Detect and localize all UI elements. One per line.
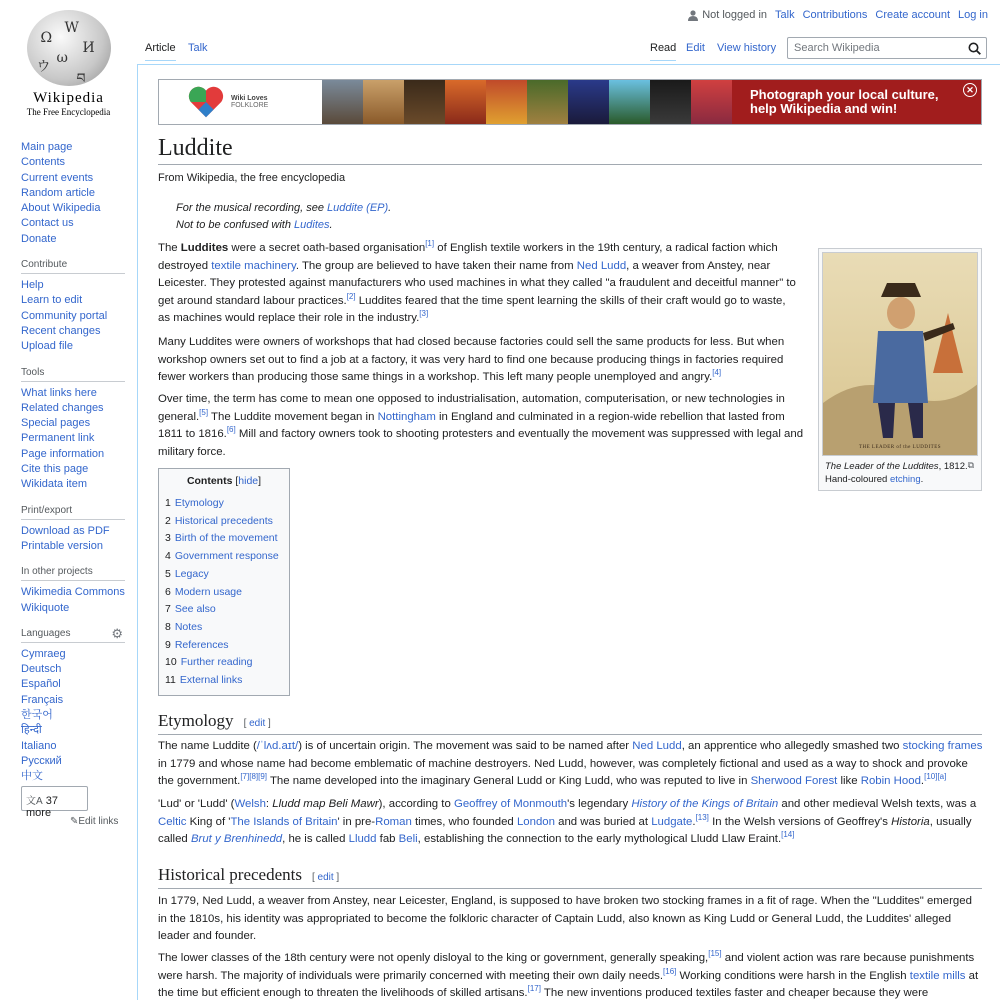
heading-text: Historical precedents <box>158 865 302 884</box>
intro-paragraph-1: The Luddites were a secret oath-based organisation[1] of English textile workers in the 19th century, a radical faction which destroyed textile machinery. The group are believed to have taken their name from Ned Ludd, a weaver from Anstey, near Leicester. They protested against manufacturers who used machines in what they called "a fraudulent and deceitful manner" to get around standard labour practices.[2] Luddites feared that the time spent learning the skills of their craft would go to waste, as machines would replace their role in the industry.[3] <box>158 239 796 324</box>
more-languages-label: 37 more <box>26 795 58 819</box>
print-portal <box>21 505 137 555</box>
ipa-link[interactable]: /ˈlʌd.aɪt/ <box>256 740 299 752</box>
historical-paragraph-1: In 1779, Ned Ludd, a weaver from Anstey, near Leicester, England, is supposed to have broken two stocking frames in a fit of rage. When the "Luddites" emerged in the 1810s, his identity was appropriated to become the folkloric character of Captain Ludd, also known as King Ludd or General Ludd, the Luddites' alleged leader and founder. <box>158 895 972 942</box>
welsh-link[interactable]: Welsh <box>234 798 266 810</box>
close-icon[interactable]: ✕ <box>963 83 977 97</box>
sidebar-item-wikiquote[interactable]: Wikiquote <box>21 601 70 614</box>
pencil-icon: ✎ <box>70 816 79 827</box>
contribute-heading: Contribute <box>21 259 125 274</box>
toc-item[interactable] <box>165 637 283 655</box>
etymology-paragraph-1: The name Luddite (/ˈlʌd.aɪt/) is of uncertain origin. The movement was said to be named after Ned Ludd, an apprentice who allegedly smashed two stocking frames in 1779 and whose name had become emblematic of machine destroyers. Ned Ludd, however, was completely fictional and used as a way to shock and provoke the government.[7][8][9] The name developed into the imaginary General Ludd or King Ludd, who was reputed to live in Sherwood Forest like Robin Hood.[10][a] <box>158 740 983 787</box>
heart-puzzle-icon <box>187 83 225 121</box>
etymology-paragraph-2: 'Lud' or 'Ludd' (Welsh: Lludd map Beli Mawr), according to Geoffrey of Monmouth's legendary History of the Kings of Britain and other medieval Welsh texts, was a Celtic King of 'The Islands of Britain' in pre-Roman times, who founded London and was buried at Ludgate.[13] In the Welsh versions of Geoffrey's Historia, usually called Brut y Brenhinedd, he is called Lludd fab Beli, establishing the connection to the early mythological Lludd Llaw Eraint.[14] <box>158 798 977 845</box>
folklore-photo-strip <box>322 80 732 124</box>
ref-3[interactable]: [3] <box>419 309 429 319</box>
etymology-heading: Etymology [ edit ] <box>158 711 982 735</box>
sidebar-item-current-events[interactable]: Current events <box>21 171 94 184</box>
london-link[interactable]: London <box>516 815 555 828</box>
table-of-contents: Contents [hide] 1 Etymology 2 Historical precedents 3 Birth of the movement 4 Government response 5 Legacy 6 Modern usage 7 See also 8 Notes 9 References 10 Further reading 11 External links <box>158 468 290 696</box>
banner-cta-line1: Photograph your local culture, <box>750 87 939 102</box>
toc-link[interactable]: Historical precedents <box>174 514 273 527</box>
hatnote-text: . <box>388 202 392 214</box>
projects-heading: In other projects <box>21 566 125 581</box>
ref-14[interactable]: [14] <box>781 830 795 840</box>
ned-ludd-link-2[interactable]: Ned Ludd <box>632 740 682 752</box>
historical-paragraph-2: The lower classes of the 18th century were not openly disloyal to the king or government, generally speaking,[15] and violent action was rare because punishments were harsh. The majority of individuals were primarily concerned with meeting their own daily needs.[16] Working conditions were harsh in the English textile mills at the time but efficient enough to threaten the livelihoods of skilled artisans.[17] The new inventions produced textiles faster and cheaper because they were <box>158 949 979 999</box>
logo-tagline: The Free Encyclopedia <box>26 107 111 117</box>
sidebar-item-wikidata-item[interactable]: Wikidata item <box>21 478 88 491</box>
sidebar-item-community-portal[interactable]: Community portal <box>21 309 108 322</box>
robin-hood-link[interactable]: Robin Hood <box>860 775 921 787</box>
lang-cymraeg[interactable]: Cymraeg <box>21 647 66 660</box>
lang-espanol[interactable]: Español <box>21 678 61 691</box>
sidebar-item-main-page[interactable]: Main page <box>21 141 73 153</box>
brut-link[interactable]: Brut y Brenhinedd <box>190 833 283 845</box>
intro-paragraph-3: Over time, the term has come to mean one opposed to industrialisation, automation, computerisation, or new technologies in general.[5] The Luddite movement began in Nottingham in England and culminated in a region-wide rebellion that lasted from 1811 to 1816.[6] Mill and factory owners took to shooting protesters and eventually the movement was suppressed with legal and military force. <box>158 393 804 458</box>
user-talk-link[interactable]: Talk <box>775 9 795 21</box>
toc-number: 1 <box>165 497 171 509</box>
stocking-frames-link[interactable]: stocking frames <box>902 740 983 752</box>
toc-link[interactable]: External links <box>179 674 243 687</box>
contributions-link[interactable]: Contributions <box>802 9 868 21</box>
create-account-link[interactable]: Create account <box>875 9 951 21</box>
tab-article[interactable]: Article <box>145 42 176 61</box>
lang-korean[interactable]: 한국어 <box>21 709 53 722</box>
textile-machinery-link[interactable]: textile machinery <box>211 259 296 272</box>
ref-2[interactable]: [2] <box>346 291 356 301</box>
toc-number: 7 <box>165 603 171 616</box>
print-heading: Print/export <box>21 505 125 520</box>
toc-item[interactable] <box>165 530 283 548</box>
sidebar-item-permanent-link[interactable]: Permanent link <box>21 432 95 445</box>
celtic-link[interactable]: Celtic <box>158 815 187 828</box>
ned-ludd-link[interactable]: Ned Ludd <box>576 259 627 272</box>
luddite-ep-link[interactable]: Luddite (EP) <box>327 202 389 214</box>
toc-item[interactable] <box>165 548 283 566</box>
tab-read[interactable]: Read <box>650 42 676 61</box>
hatnote-text: For the musical recording, see <box>176 202 328 214</box>
toc-item[interactable] <box>165 654 283 672</box>
toc-link[interactable]: Notes <box>174 620 203 633</box>
languages-portal <box>21 625 137 785</box>
toc-item[interactable] <box>165 601 283 619</box>
toc-number: 5 <box>165 567 171 580</box>
heading-text: Etymology <box>158 711 234 730</box>
sidebar-item-learn-to-edit[interactable]: Learn to edit <box>21 294 83 307</box>
islands-of-britain-link[interactable]: The Islands of Britain <box>230 815 338 828</box>
more-languages-button[interactable] <box>21 786 88 819</box>
sidebar-item-recent-changes[interactable]: Recent changes <box>21 324 101 337</box>
leader-of-luddites-image[interactable] <box>822 252 978 456</box>
toc-number: 4 <box>165 550 171 563</box>
toc-item[interactable] <box>165 566 283 584</box>
wikipedia-logo[interactable] <box>16 10 121 122</box>
puzzle-globe-icon: Ω W И ω ウ བ <box>27 10 111 86</box>
lang-hindi[interactable]: हिन्दी <box>21 724 42 737</box>
wiki-loves-folklore-logo <box>159 80 322 124</box>
beli-link[interactable]: Beli <box>398 833 418 845</box>
enlarge-icon[interactable]: ⧉ <box>967 460 974 470</box>
contribute-portal <box>21 259 137 354</box>
ref-13[interactable]: [13] <box>695 812 709 822</box>
toc-number: 9 <box>165 638 171 651</box>
page-title: Luddite <box>158 135 982 165</box>
sidebar-item-random-article[interactable]: Random article <box>21 186 95 199</box>
sidebar-item-special-pages[interactable]: Special pages <box>21 417 91 430</box>
toc-link[interactable]: References <box>174 638 229 651</box>
toc-item[interactable] <box>165 495 283 513</box>
lang-francais[interactable]: Français <box>21 693 64 706</box>
ref-15[interactable]: [15] <box>708 949 722 959</box>
sidebar-item-page-information[interactable]: Page information <box>21 447 105 460</box>
search-placeholder: Search Wikipedia <box>794 42 880 54</box>
translate-icon: 文A <box>26 796 43 807</box>
ludgate-link[interactable]: Ludgate <box>651 815 693 828</box>
hatnote-ludites <box>176 219 333 231</box>
hatnote-musical <box>176 202 391 214</box>
thumb-caption: The Leader of the Luddites, 1812. Hand-coloured etching. ⧉ <box>825 460 974 485</box>
toc-number: 10 <box>165 656 177 669</box>
toc-hide-link[interactable]: hide <box>238 475 259 487</box>
sidebar-item-help[interactable]: Help <box>21 279 44 292</box>
intro-paragraph-2: Many Luddites were owners of workshops that had closed because factories could sell the same products for less. But when workshop owners set out to find a job at a factory, it was very hard to find one because producing things in factories required fewer workers than producing those same things in a workshop. This left many people unemployed and angry.[4] <box>158 336 785 383</box>
sidebar-item-what-links-here[interactable]: What links here <box>21 386 97 399</box>
banner-cta[interactable] <box>732 80 981 124</box>
sidebar-item-donate[interactable]: Donate <box>21 232 57 245</box>
sidebar-item-upload-file[interactable]: Upload file <box>21 340 73 353</box>
toc-item[interactable] <box>165 672 283 690</box>
history-kings-link[interactable]: History of the Kings of Britain <box>631 798 779 810</box>
search-input[interactable] <box>787 37 987 59</box>
tab-talk[interactable]: Talk <box>188 42 208 54</box>
site-sub: From Wikipedia, the free encyclopedia <box>158 172 346 184</box>
image-inscription: THE LEADER of the LUDDITES <box>858 445 942 450</box>
sidebar-item-contents[interactable]: Contents <box>21 156 66 169</box>
textile-mills-link[interactable]: textile mills <box>909 969 966 982</box>
toc-item[interactable] <box>165 513 283 531</box>
infobox-thumbnail <box>818 248 982 491</box>
toc-number: 11 <box>165 674 176 687</box>
lang-russian[interactable]: Русский <box>21 754 62 767</box>
toc-item[interactable] <box>165 619 283 637</box>
toc-list <box>165 495 283 690</box>
etching-link[interactable]: etching <box>889 474 921 485</box>
sidebar-item-wikimedia-commons[interactable]: Wikimedia Commons <box>21 586 125 599</box>
tab-edit[interactable]: Edit <box>686 42 705 54</box>
edit-links[interactable] <box>70 816 118 827</box>
banner-cta-line2: help Wikipedia and win! <box>750 101 898 116</box>
toc-link[interactable]: Birth of the movement <box>174 532 278 545</box>
ref-17[interactable]: [17] <box>527 984 541 994</box>
personal-tools <box>0 0 1000 28</box>
ref-7-8-9[interactable]: [7][8][9] <box>240 772 268 782</box>
anon-status <box>688 9 767 21</box>
sidebar <box>0 140 137 797</box>
sidebar-item-printable-version[interactable]: Printable version <box>21 539 103 552</box>
sherwood-forest-link[interactable]: Sherwood Forest <box>750 775 838 787</box>
geoffrey-link[interactable]: Geoffrey of Monmouth <box>453 798 568 810</box>
tab-view-history[interactable]: View history <box>717 42 777 54</box>
toc-link[interactable]: See also <box>174 603 216 616</box>
edit-etymology-link[interactable]: edit <box>249 718 266 729</box>
ref-16[interactable]: [16] <box>663 966 677 976</box>
historical-precedents-heading: Historical precedents [ edit ] <box>158 865 982 889</box>
sidebar-item-contact[interactable]: Contact us <box>21 217 74 230</box>
toc-link[interactable]: Legacy <box>174 567 209 580</box>
ludites-link[interactable]: Ludites <box>294 219 330 231</box>
toc-number: 6 <box>165 585 171 598</box>
wlf-line2: FOLKLORE <box>231 102 269 109</box>
sidebar-item-cite-this-page[interactable]: Cite this page <box>21 463 89 476</box>
etching-illustration <box>823 253 978 456</box>
edit-links-label: Edit links <box>78 816 119 827</box>
toc-link[interactable]: Further reading <box>180 656 253 669</box>
lludd-link[interactable]: Lludd <box>348 833 377 845</box>
ref-1[interactable]: [1] <box>425 239 435 249</box>
edit-historical-link[interactable]: edit <box>317 872 334 883</box>
tools-heading: Tools <box>21 367 125 382</box>
toc-number: 8 <box>165 620 171 633</box>
sidebar-item-download-pdf[interactable]: Download as PDF <box>21 524 110 537</box>
hatnote-text: . <box>329 219 333 231</box>
logo-wordmark: Wikipedia <box>33 90 104 106</box>
hatnote-text: Not to be confused with <box>176 219 295 231</box>
lang-chinese[interactable]: 中文 <box>21 770 43 783</box>
languages-heading: Languages <box>21 628 125 643</box>
projects-portal <box>21 566 137 616</box>
navigation-portal <box>21 140 137 247</box>
ref-4[interactable]: [4] <box>712 368 722 378</box>
sidebar-item-related-changes[interactable]: Related changes <box>21 401 104 414</box>
toc-link[interactable]: Etymology <box>174 497 224 509</box>
lang-italiano[interactable]: Italiano <box>21 739 57 752</box>
nottingham-link[interactable]: Nottingham <box>377 410 436 423</box>
ref-10-a[interactable]: [10][a] <box>924 772 947 782</box>
campaign-banner[interactable] <box>158 79 982 125</box>
ref-6[interactable]: [6] <box>226 425 236 435</box>
roman-link[interactable]: Roman <box>375 815 412 828</box>
login-link[interactable]: Log in <box>958 9 988 21</box>
toc-title: Contents <box>186 475 233 487</box>
sidebar-item-about[interactable]: About Wikipedia <box>21 202 101 215</box>
toc-item[interactable] <box>165 584 283 602</box>
lang-deutsch[interactable]: Deutsch <box>21 663 62 676</box>
content-area <box>137 64 1000 1000</box>
tools-portal <box>21 367 137 493</box>
user-icon <box>688 10 698 21</box>
wlf-line1: Wiki Loves <box>231 95 268 102</box>
search-icon[interactable] <box>968 42 981 55</box>
not-logged-in-text: Not logged in <box>702 9 768 21</box>
toc-link[interactable]: Government response <box>174 550 279 563</box>
ref-5[interactable]: [5] <box>199 407 209 417</box>
toc-link[interactable]: Modern usage <box>174 585 242 598</box>
gear-icon[interactable]: ⚙ <box>111 625 123 641</box>
toc-number: 3 <box>165 532 171 545</box>
toc-number: 2 <box>165 514 171 527</box>
